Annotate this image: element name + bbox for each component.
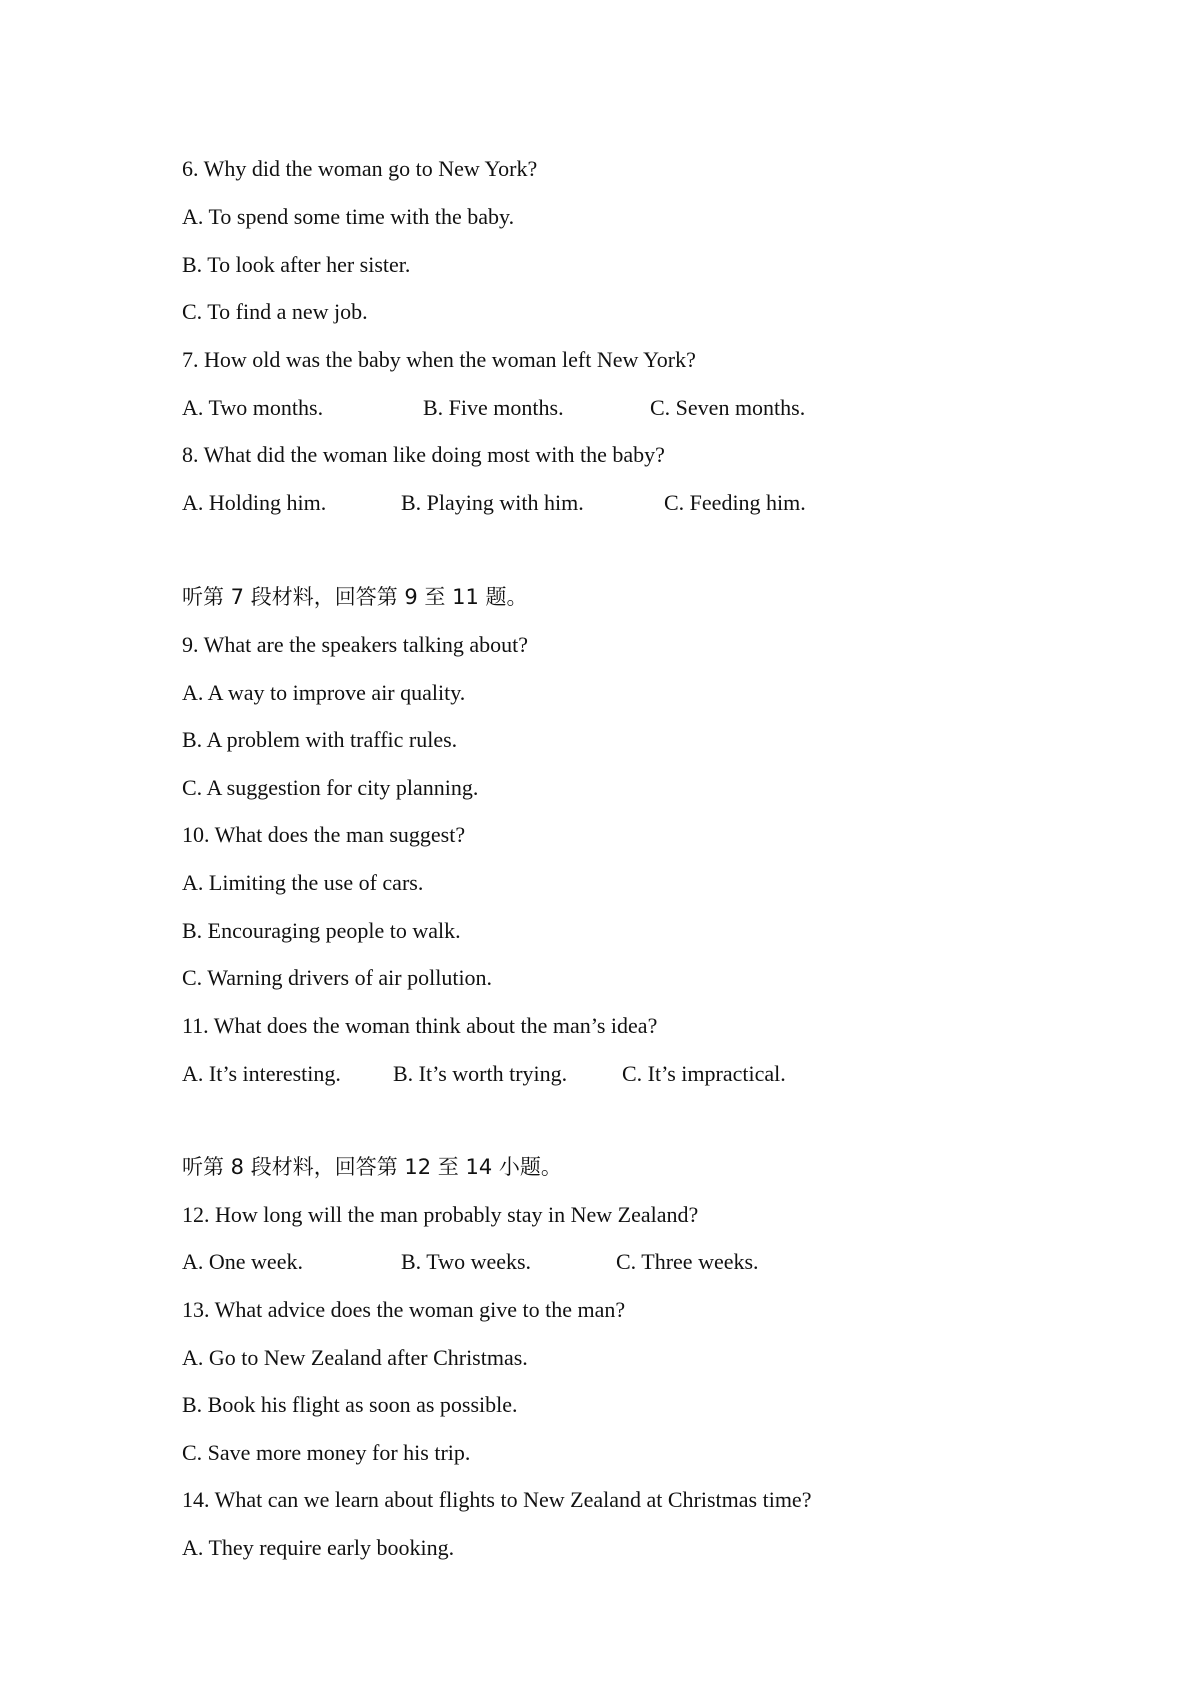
question-9-option-b: B. A problem with traffic rules. (182, 727, 458, 752)
question-6-option-b: B. To look after her sister. (182, 252, 411, 277)
question-8-option-c: C. Feeding him. (664, 490, 806, 515)
question-13-option-b: B. Book his flight as soon as possible. (182, 1392, 518, 1417)
question-8-option-a: A. Holding him. (182, 490, 327, 515)
question-8: 8. What did the woman like doing most with the baby? (182, 442, 665, 467)
question-10-option-a: A. Limiting the use of cars. (182, 870, 424, 895)
question-7-option-c: C. Seven months. (650, 395, 806, 420)
question-6: 6. Why did the woman go to New York? (182, 156, 538, 181)
section-8-heading: 听第 8 段材料，回答第 12 至 14 小题。 (182, 1155, 562, 1179)
question-6-option-a: A. To spend some time with the baby. (182, 204, 515, 229)
question-7-option-a: A. Two months. (182, 395, 324, 420)
question-6-option-c: C. To find a new job. (182, 299, 368, 324)
question-11-option-c: C. It’s impractical. (622, 1061, 786, 1086)
section-7-heading: 听第 7 段材料，回答第 9 至 11 题。 (182, 585, 528, 609)
question-9-option-c: C. A suggestion for city planning. (182, 775, 479, 800)
question-10: 10. What does the man suggest? (182, 822, 466, 847)
question-12-option-c: C. Three weeks. (616, 1249, 759, 1274)
question-13-option-c: C. Save more money for his trip. (182, 1440, 471, 1465)
question-7: 7. How old was the baby when the woman left New York? (182, 347, 696, 372)
question-14-option-a: A. They require early booking. (182, 1535, 455, 1560)
question-8-option-b: B. Playing with him. (401, 490, 584, 515)
question-12: 12. How long will the man probably stay in New Zealand? (182, 1202, 699, 1227)
question-13-option-a: A. Go to New Zealand after Christmas. (182, 1345, 528, 1370)
question-12-option-a: A. One week. (182, 1249, 303, 1274)
question-12-option-b: B. Two weeks. (401, 1249, 532, 1274)
question-10-option-c: C. Warning drivers of air pollution. (182, 965, 493, 990)
question-9: 9. What are the speakers talking about? (182, 632, 528, 657)
question-9-option-a: A. A way to improve air quality. (182, 680, 466, 705)
question-7-option-b: B. Five months. (423, 395, 564, 420)
question-11: 11. What does the woman think about the man’s idea? (182, 1013, 658, 1038)
question-11-option-b: B. It’s worth trying. (393, 1061, 568, 1086)
question-10-option-b: B. Encouraging people to walk. (182, 918, 461, 943)
question-14: 14. What can we learn about flights to New Zealand at Christmas time? (182, 1487, 812, 1512)
question-11-option-a: A. It’s interesting. (182, 1061, 341, 1086)
question-13: 13. What advice does the woman give to the man? (182, 1297, 626, 1322)
